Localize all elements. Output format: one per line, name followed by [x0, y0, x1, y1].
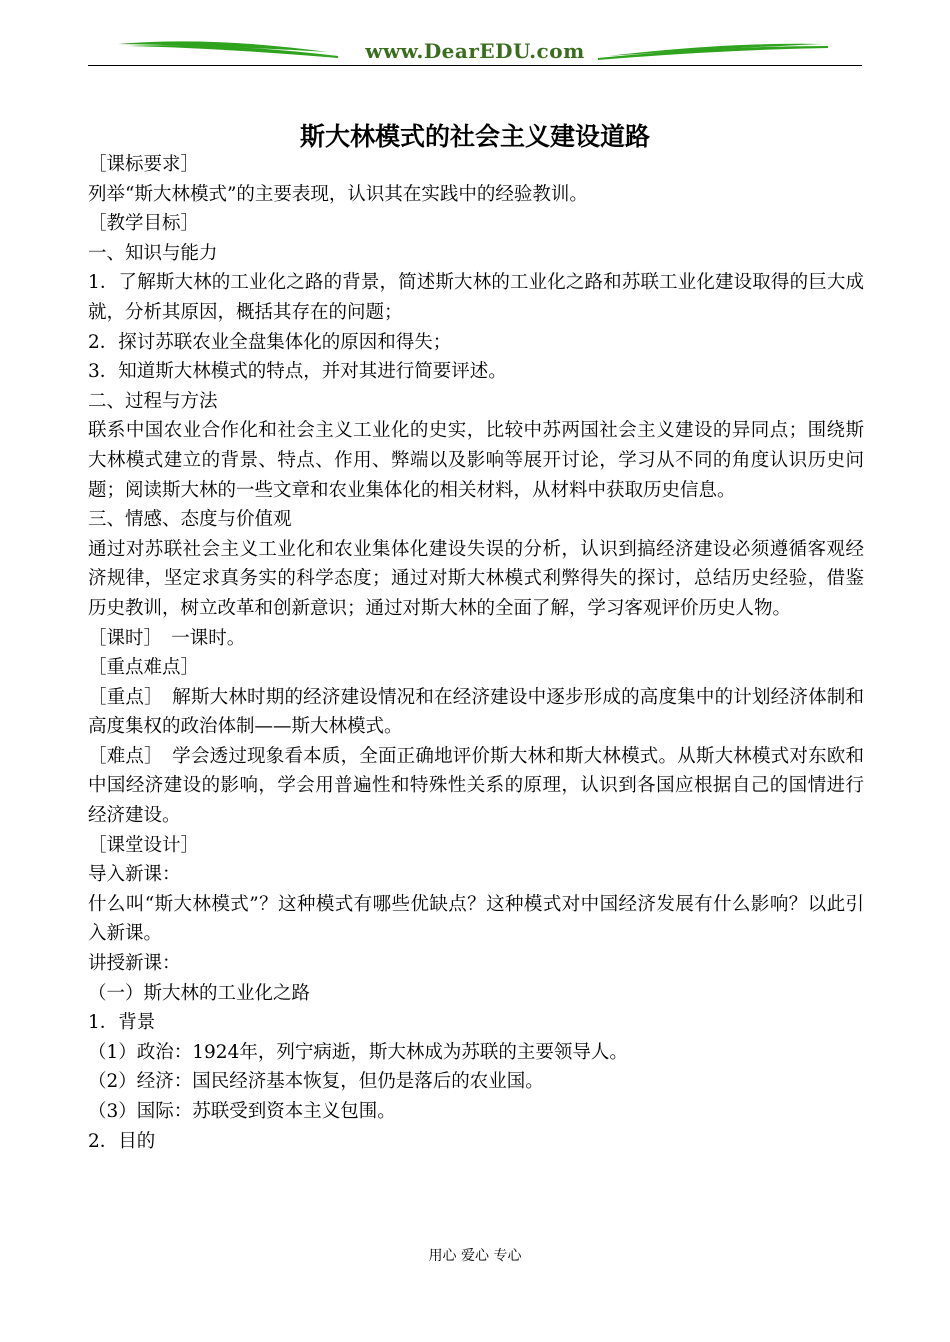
paragraph: ［课标要求］	[88, 154, 200, 175]
paragraph: ［课时］ 一课时。	[88, 627, 246, 649]
paragraph: ［教学目标］	[88, 213, 200, 235]
paragraph: （一）斯大林的工业化之路	[88, 982, 311, 1004]
paragraph: ［难点］ 学会透过现象看本质，全面正确地评价斯大林和斯大林模式。从斯大林模式对东欧和中国经济建设的影响，学会用普遍性和特殊性关系的原理，认识到各国应根据自己的国情进行经济建设。	[88, 745, 864, 827]
header-banner	[88, 34, 862, 68]
paragraph: 1．了解斯大林的工业化之路的背景，简述斯大林的工业化之路和苏联工业化建设取得的巨大成就，分析其原因，概括其存在的问题；	[88, 272, 864, 323]
header-divider	[88, 65, 862, 66]
paragraph: 3．知道斯大林模式的特点，并对其进行简要评述。	[88, 361, 507, 383]
paragraph: 一、知识与能力	[88, 242, 218, 264]
paragraph: 什么叫“斯大林模式”？这种模式有哪些优缺点？这种模式对中国经济发展有什么影响？以此引入新课。	[88, 893, 864, 945]
paragraph: 导入新课：	[88, 864, 181, 886]
paragraph: （2）经济：国民经济基本恢复，但仍是落后的农业国。	[88, 1071, 544, 1093]
paragraph: 2．目的	[88, 1130, 156, 1152]
paragraph: 讲授新课：	[88, 953, 181, 975]
paragraph: 联系中国农业合作化和社会主义工业化的史实，比较中苏两国社会主义建设的异同点；围绕斯大林模式建立的背景、特点、作用、弊端以及影响等展开讨论，学习从不同的角度认识历史问题；阅读斯大林的一些文章和农业集体化的相关材料，从材料中获取历史信息。	[88, 420, 864, 501]
paragraph: 三、情感、态度与价值观	[88, 509, 292, 531]
document-body	[88, 150, 864, 1156]
paragraph: 通过对苏联社会主义工业化和农业集体化建设失误的分析，认识到搞经济建设必须遵循客观经济规律，坚定求真务实的科学态度；通过对斯大林模式利弊得失的探讨，总结历史经验，借鉴历史教训，树立改革和创新意识；通过对斯大林的全面了解，学习客观评价历史人物。	[88, 538, 864, 619]
site-logo-text: www.DearEDU.com	[365, 39, 585, 63]
paragraph: 列举“斯大林模式”的主要表现，认识其在实践中的经验教训。	[88, 183, 588, 205]
paragraph: （1）政治：1924年，列宁病逝，斯大林成为苏联的主要领导人。	[88, 1041, 628, 1063]
paragraph: 2．探讨苏联农业全盘集体化的原因和得失；	[88, 331, 452, 353]
paragraph: （3）国际：苏联受到资本主义包围。	[88, 1101, 396, 1122]
document-title: 斯大林模式的社会主义建设道路	[299, 122, 650, 151]
paragraph: ［重点难点］	[88, 657, 200, 679]
paragraph: ［课堂设计］	[88, 834, 200, 856]
paragraph: 二、过程与方法	[88, 390, 218, 412]
paragraph: ［重点］ 解斯大林时期的经济建设情况和在经济建设中逐步形成的高度集中的计划经济体制和高度集权的政治体制——斯大林模式。	[88, 686, 864, 738]
page-footer: 用心 爱心 专心	[428, 1248, 522, 1264]
paragraph: 1．背景	[88, 1012, 156, 1034]
